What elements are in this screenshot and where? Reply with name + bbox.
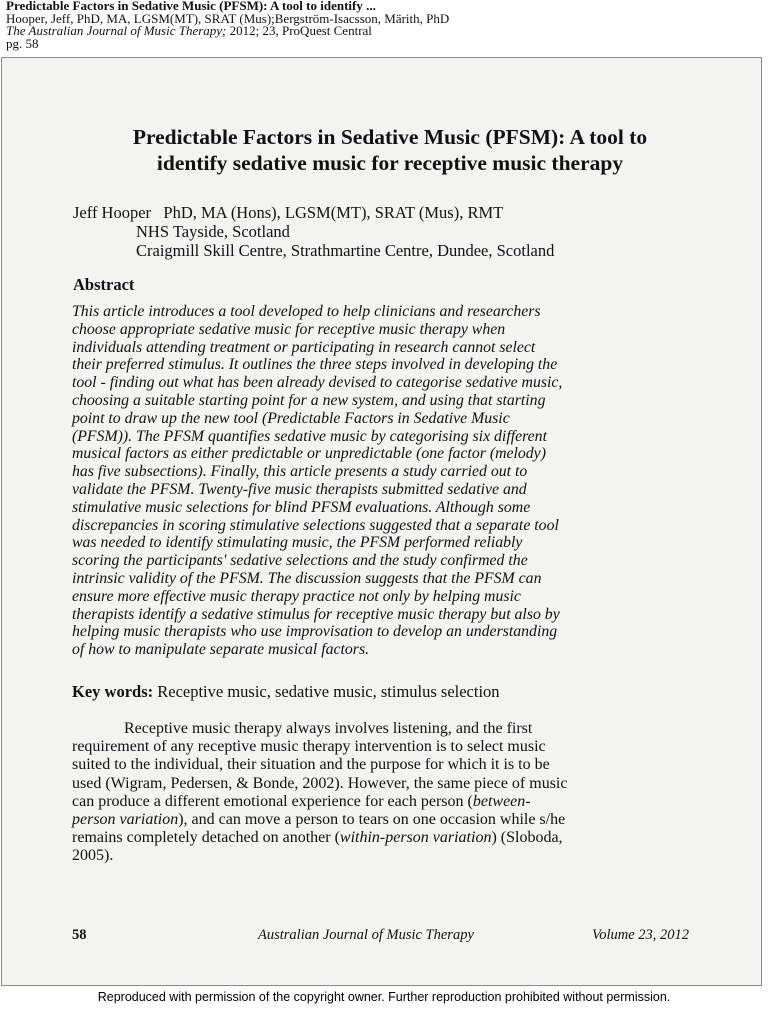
body-text: remains completely detached on another ( (72, 829, 340, 847)
citation-journal: The Australian Journal of Music Therapy; (6, 23, 227, 38)
body-line (72, 811, 722, 829)
body-line: requirement of any receptive music therapy intervention is to select music (72, 738, 546, 756)
abstract-line: therapists identify a sedative stimulus for receptive music therapy but also by (72, 605, 560, 623)
footer-journal: Australian Journal of Music Therapy (258, 927, 474, 943)
body-line (72, 793, 722, 811)
body-line (72, 829, 722, 847)
citation-page: pg. 58 (6, 35, 39, 51)
body-italic: between- (472, 792, 531, 810)
body-line: 2005). (72, 847, 114, 865)
abstract-line: ensure more effective music therapy practice not only by helping music (72, 587, 521, 605)
abstract-line: choosing a suitable starting point for a new system, and using that starting (72, 391, 546, 409)
abstract-line: (PFSM)). The PFSM quantifies sedative music by categorising six different (72, 427, 547, 445)
article-title-line: Predictable Factors in Sedative Music (PFSM): A tool to (132, 125, 648, 149)
abstract-line: musical factors as either predictable or unpredictable (one factor (melody) (72, 445, 546, 463)
abstract-line: discrepancies in scoring stimulative selections suggested that a separate tool (72, 516, 559, 534)
permission-notice: Reproduced with permission of the copyright owner. Further reproduction prohibited without permission. (97, 990, 671, 1004)
body-paragraph (72, 720, 722, 866)
body-text: can produce a different emotional experience for each person ( (72, 792, 473, 810)
body-italic: person variation (72, 811, 179, 829)
citation-title: Predictable Factors in Sedative Music (PFSM): A tool to identify ... (6, 0, 376, 13)
body-line: used (Wigram, Pedersen, & Bonde, 2002). However, the same piece of music (72, 774, 568, 792)
citation-authors: Hooper, Jeff, PhD, MA, LGSM(MT), SRAT (Mus);Bergström-Isacsson, Märith, PhD (6, 10, 450, 26)
abstract-heading: Abstract (73, 275, 135, 294)
body-italic: within-person variation (339, 829, 492, 847)
abstract-line: point to draw up the new tool (Predictable Factors in Sedative Music (72, 409, 510, 427)
abstract-text (72, 303, 722, 659)
article-title (40, 124, 740, 176)
body-line: Receptive music therapy always involves listening, and the first (124, 720, 533, 737)
body-line: suited to the individual, their situation and the purpose for which it is to be (72, 756, 550, 774)
abstract-line: choose appropriate sedative music for receptive music therapy when (72, 320, 506, 338)
abstract-line: helping music therapists who use improvisation to develop an understanding (72, 623, 558, 641)
body-text: ), and can move a person to tears on one occasion while s/he (178, 811, 566, 829)
footer-page-number: 58 (72, 927, 87, 943)
keywords-label: Key words: (72, 682, 154, 701)
abstract-line: was needed to identify stimulating music, the PFSM performed reliably (72, 534, 523, 552)
body-text: ) (Sloboda, (491, 829, 563, 847)
author-affiliation: NHS Tayside, Scotland (136, 222, 290, 241)
citation-header (6, 0, 762, 50)
abstract-line: validate the PFSM. Twenty-five music therapists submitted sedative and (72, 480, 527, 498)
keywords (72, 682, 500, 702)
abstract-line: has five subsections). Finally, this article presents a study carried out to (72, 463, 528, 481)
abstract-line: This article introduces a tool developed to help clinicians and researchers (72, 303, 541, 320)
citation-details: 2012; 23, ProQuest Central (226, 23, 372, 38)
abstract-line: their preferred stimulus. It outlines the three steps involved in developing the (72, 356, 558, 374)
footer-volume: Volume 23, 2012 (592, 927, 690, 943)
author-block (73, 203, 554, 260)
abstract-line: intrinsic validity of the PFSM. The discussion suggests that the PFSM can (72, 569, 542, 587)
abstract-line: tool - finding out what has been already devised to categorise sedative music, (72, 374, 563, 392)
author-address: Craigmill Skill Centre, Strathmartine Centre, Dundee, Scotland (136, 241, 555, 260)
article-title-line: identify sedative music for receptive music therapy (156, 151, 624, 175)
abstract-line: of how to manipulate separate musical factors. (72, 641, 370, 659)
abstract-line: stimulative music selections for blind PFSM evaluations. Although some (72, 498, 531, 516)
author-name: Jeff Hooper PhD, MA (Hons), LGSM(MT), SRAT (Mus), RMT (73, 203, 504, 222)
abstract-line: individuals attending treatment or participating in research cannot select (72, 338, 536, 356)
citation-source (6, 25, 762, 38)
keywords-list: Receptive music, sedative music, stimulus selection (153, 682, 500, 701)
abstract-line: scoring the participants' sedative selections and the study confirmed the (72, 552, 528, 570)
